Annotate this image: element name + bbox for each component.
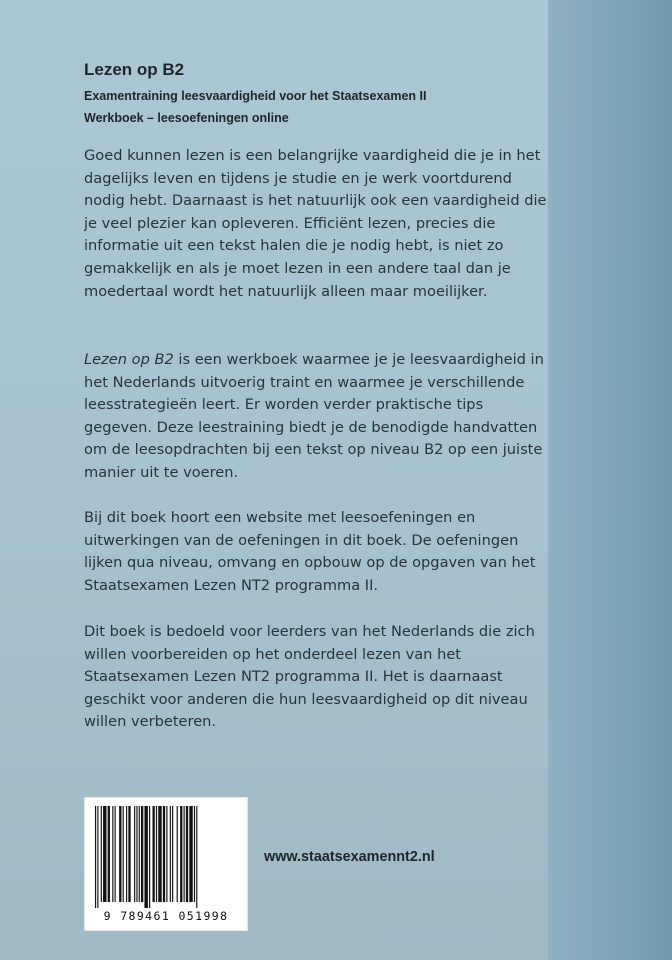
book-title: Lezen op B2: [84, 60, 185, 79]
blurb-paragraph-3: Bij dit boek hoort een website met leesoefeningen en uitwerkingen van de oefeningen in dit boek. De oefeningen lijken qua niveau, omvang en opbouw op de opgaven van het Staatsexamen Lezen NT2 programma II.: [84, 509, 536, 594]
book-edition-line: Werkboek – leesoefeningen online: [84, 111, 289, 125]
isbn-digits: 9 789461 051998: [103, 909, 229, 923]
isbn-barcode: [84, 797, 248, 931]
blurb-paragraph-2-text: is een werkboek waarmee je je leesvaardigheid in het Nederlands uitvoerig traint en waarmee je verschillende leesstrategieën leert. Er worden verder praktische tips gegeven. Deze leestraining biedt je de benodigde handvatten om de leesopdrachten bij een tekst op niveau B2 op een juiste manier uit te voeren.: [84, 351, 544, 481]
blurb-book-title: Lezen op B2: [84, 351, 174, 368]
spine-band: [548, 0, 672, 960]
blurb-paragraph-4: Dit boek is bedoeld voor leerders van het Nederlands die zich willen voorbereiden op het onderdeel lezen van het Staatsexamen Lezen NT2 programma II. Het is daarnaast geschikt voor anderen die hun leesvaardigheid op dit niveau willen verbeteren.: [84, 623, 535, 731]
website-url: www.staatsexamennt2.nl: [264, 849, 435, 865]
blurb-paragraph-2: [84, 349, 554, 485]
barcode-icon: [93, 806, 241, 908]
blurb-paragraph-1: Goed kunnen lezen is een belangrijke vaardigheid die je in het dagelijks leven en tijdens je studie en je werk voortdurend nodig hebt. Daarnaast is het natuurlijk ook een vaardigheid die je veel plezier kan opleveren. Efficiënt lezen, precies die informatie uit een tekst halen die je nodig hebt, is niet zo gemakkelijk en als je moet lezen in een andere taal dan je moedertaal wordt het natuurlijk alleen maar moeilijker.: [84, 147, 547, 300]
book-subtitle: Examentraining leesvaardigheid voor het Staatsexamen II: [84, 89, 427, 103]
